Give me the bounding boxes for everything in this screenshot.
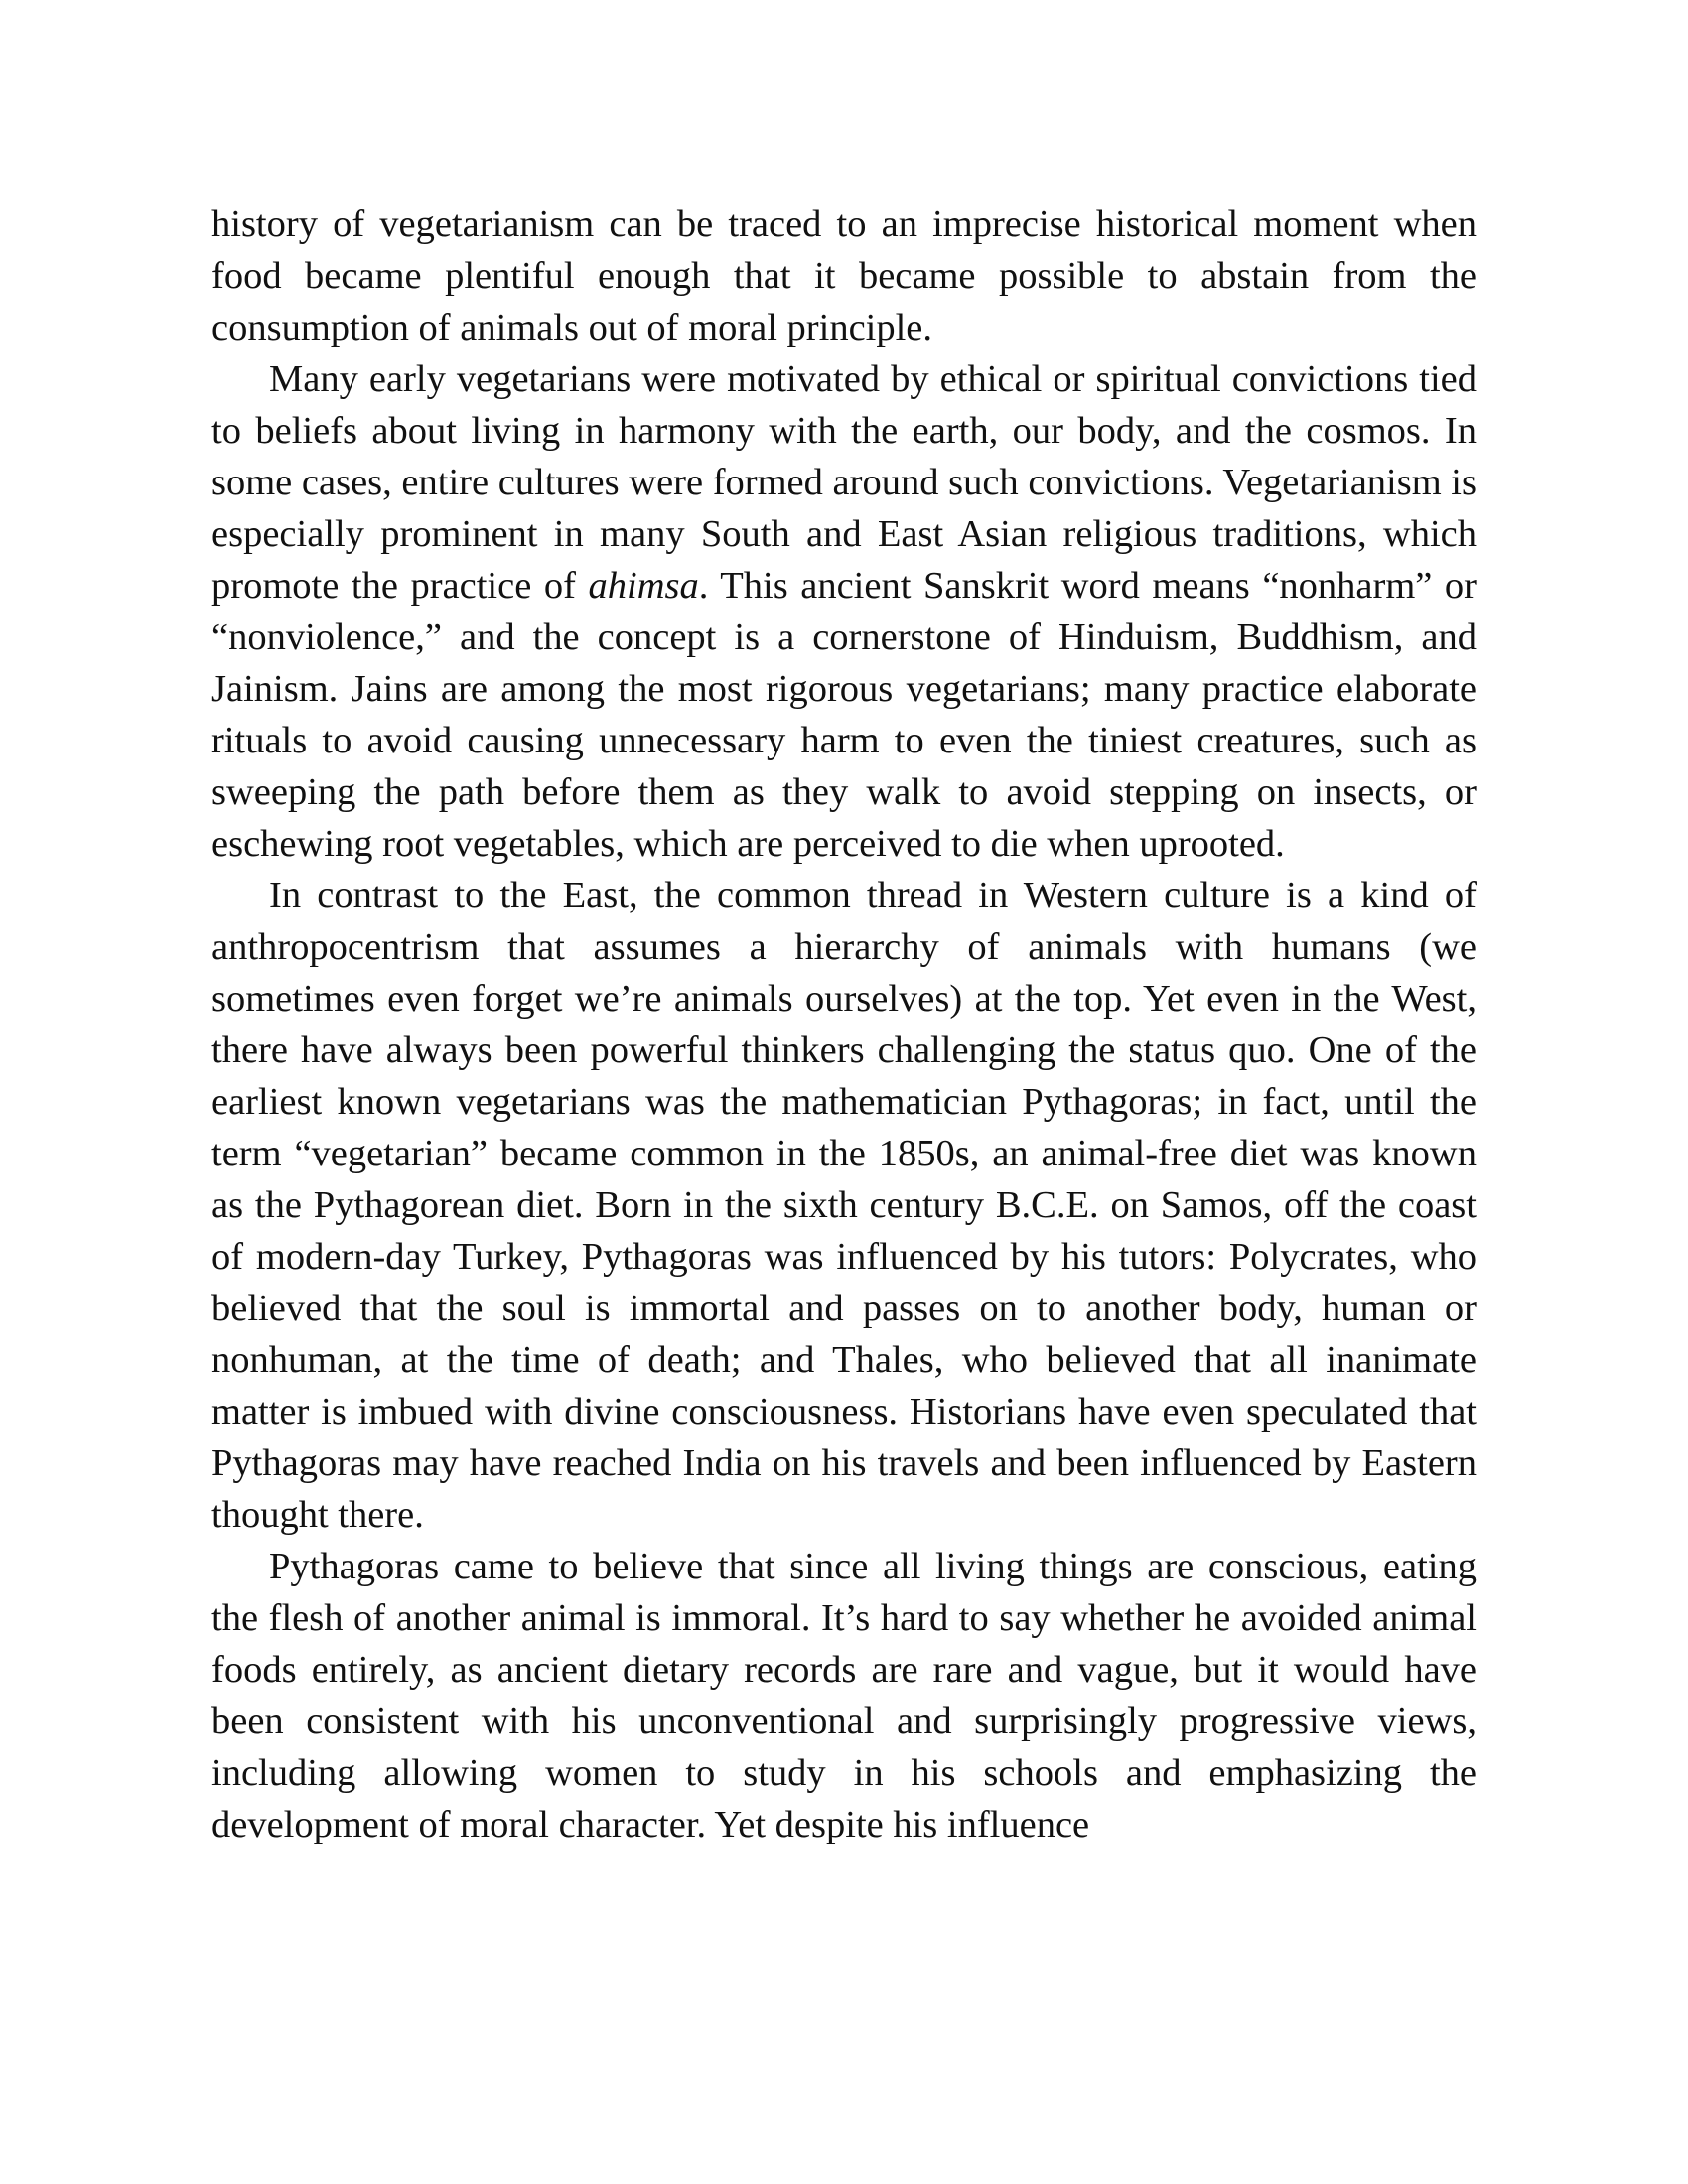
paragraph-vegetarianism-history [211,199,1477,353]
paragraph-text: history of vegetarianism can be traced to an imprecise historical moment when food became plentiful enough that it became possible to abstain from the consumption of animals out of moral principle. [211,204,1477,348]
ahimsa-term: ahimsa [588,565,699,607]
paragraph-pythagoras-beliefs [211,1541,1477,1850]
paragraph-early-vegetarians [211,353,1477,870]
paragraph-text: Pythagoras came to believe that since all living things are conscious, eating the flesh of another animal is immoral. It’s hard to say whether he avoided animal foods entirely, as ancient dietary records are rare and vague, but it would have been consistent with his unconventional and surprisingly progressive views, including allowing women to study in his schools and emphasizing the development of moral character. Yet despite his influence [211,1546,1477,1845]
paragraph-text-continued: . This ancient Sanskrit word means “nonharm” or “nonviolence,” and the concept is a cornerstone of Hinduism, Buddhism, and Jainism. Jains are among the most rigorous vegetarians; many practice elaborate rituals to avoid causing unnecessary harm to even the tiniest creatures, such as sweeping the path before them as they walk to avoid stepping on insects, or eschewing root vegetables, which are perceived to die when uprooted. [211,565,1477,865]
page-body [211,199,1477,1850]
paragraph-text: Many early vegetarians were motivated by ethical or spiritual convictions tied to beliefs about living in harmony with the earth, our body, and the cosmos. In some cases, entire cultures were formed around such convictions. Vegetarianism is especially prominent in many South and East Asian religious traditions, which promote the practice of [211,358,1477,607]
paragraph-western-culture [211,870,1477,1541]
paragraph-text: In contrast to the East, the common thread in Western culture is a kind of anthropocentrism that assumes a hierarchy of animals with humans (we sometimes even forget we’re animals ourselves) at the top. Yet even in the West, there have always been powerful thinkers challenging the status quo. One of the earliest known vegetarians was the mathematician Pythagoras; in fact, until the term “vegetarian” became common in the 1850s, an animal-free diet was known as the Pythagorean diet. Born in the sixth century B.C.E. on Samos, off the coast of modern-day Turkey, Pythagoras was influenced by his tutors: Polycrates, who believed that the soul is immortal and passes on to another body, human or nonhuman, at the time of death; and Thales, who believed that all inanimate matter is imbued with divine consciousness. Historians have even speculated that Pythagoras may have reached India on his travels and been influenced by Eastern thought there. [211,875,1477,1536]
